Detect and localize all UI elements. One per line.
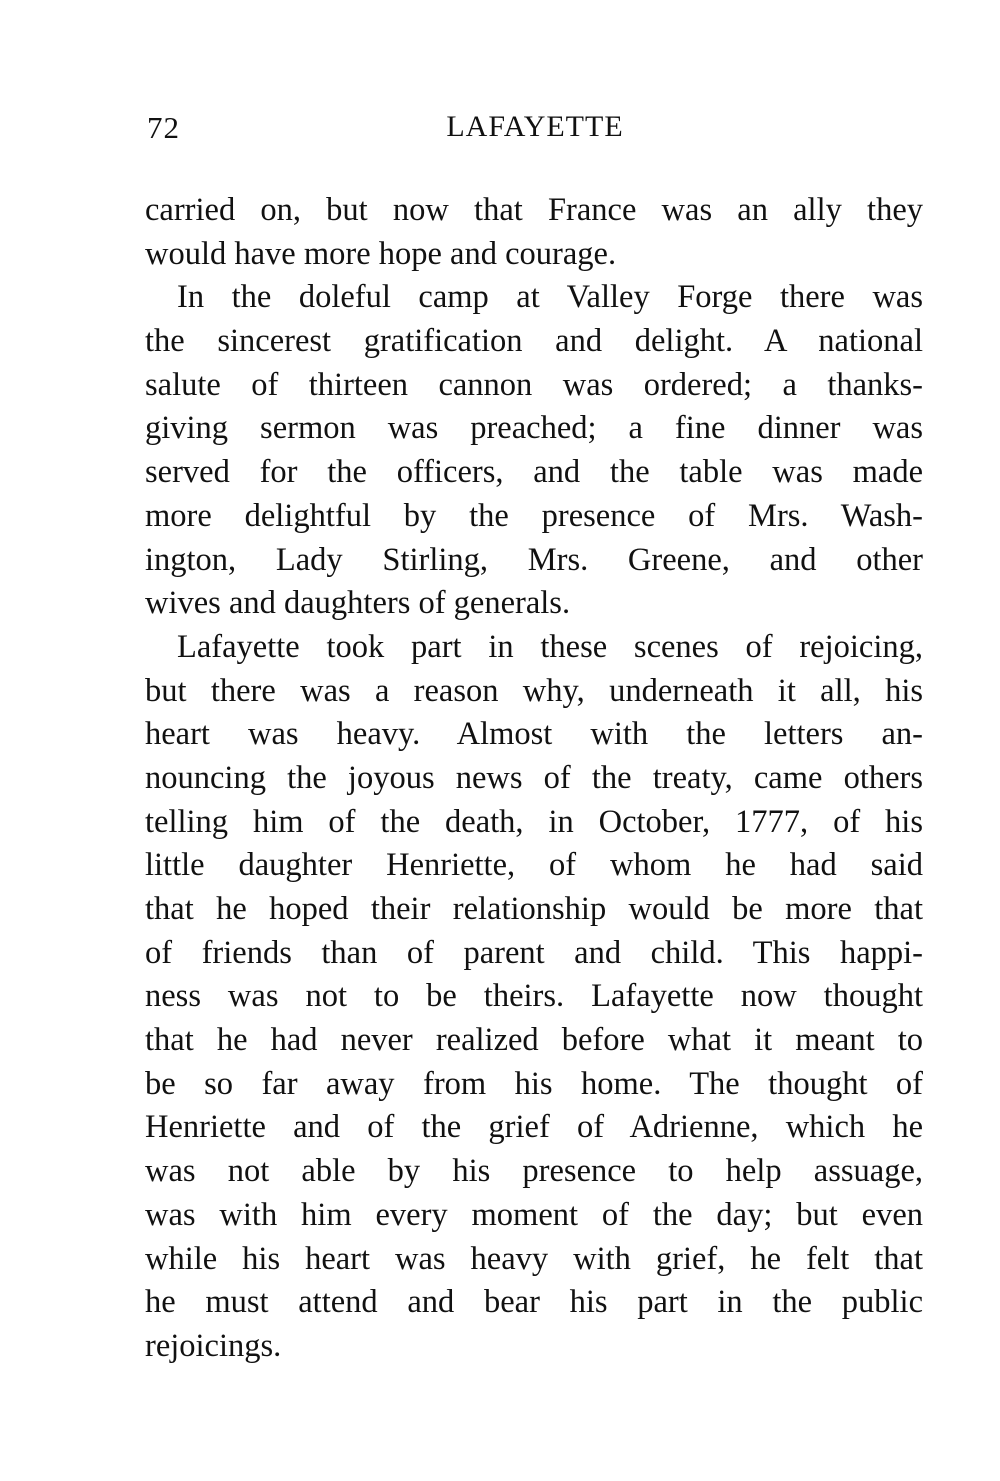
text-line: that he had never realized before what it meant to: [145, 1022, 923, 1059]
text-line: heart was heavy. Almost with the letters an-: [145, 716, 923, 753]
text-line: be so far away from his home. The thought of: [145, 1065, 923, 1102]
text-line: but there was a reason why, underneath it all, his: [145, 672, 923, 709]
text-line: that he hoped their relationship would be more that: [145, 891, 923, 927]
text-line: little daughter Henriette, of whom he had said: [145, 847, 923, 884]
text-line: rejoicings.: [145, 1327, 282, 1364]
text-line: more delightful by the presence of Mrs. Wash-: [145, 497, 923, 534]
text-line: In the doleful camp at Valley Forge there was: [177, 279, 923, 316]
text-line: ington, Lady Stirling, Mrs. Greene, and other: [145, 541, 923, 578]
text-line: ness was not to be theirs. Lafayette now thought: [145, 978, 923, 1015]
text-line: the sincerest gratification and delight. A national: [145, 323, 923, 360]
body-text: [145, 189, 923, 1369]
text-line: telling him of the death, in October, 1777, of his: [145, 803, 923, 840]
text-line: nouncing the joyous news of the treaty, came others: [145, 759, 923, 796]
page-header: [147, 110, 923, 154]
text-line: was not able by his presence to help assuage,: [145, 1153, 923, 1190]
page-number: 72: [147, 110, 180, 145]
text-line: Henriette and of the grief of Adrienne, which he: [145, 1109, 923, 1146]
text-line: while his heart was heavy with grief, he felt that: [145, 1240, 923, 1277]
text-line: Lafayette took part in these scenes of rejoicing,: [177, 628, 923, 665]
text-line: carried on, but now that France was an ally they: [145, 192, 923, 228]
text-line: served for the officers, and the table was made: [145, 454, 923, 491]
text-line: of friends than of parent and child. This happi-: [145, 934, 923, 971]
text-line: salute of thirteen cannon was ordered; a thanks-: [145, 366, 923, 403]
text-line: would have more hope and courage.: [145, 235, 617, 272]
text-line: giving sermon was preached; a fine dinner was: [145, 410, 923, 447]
text-line: wives and daughters of generals.: [145, 585, 571, 622]
running-head: LAFAYETTE: [446, 110, 624, 143]
text-line: was with him every moment of the day; but even: [145, 1196, 923, 1233]
text-line: he must attend and bear his part in the public: [145, 1284, 923, 1321]
